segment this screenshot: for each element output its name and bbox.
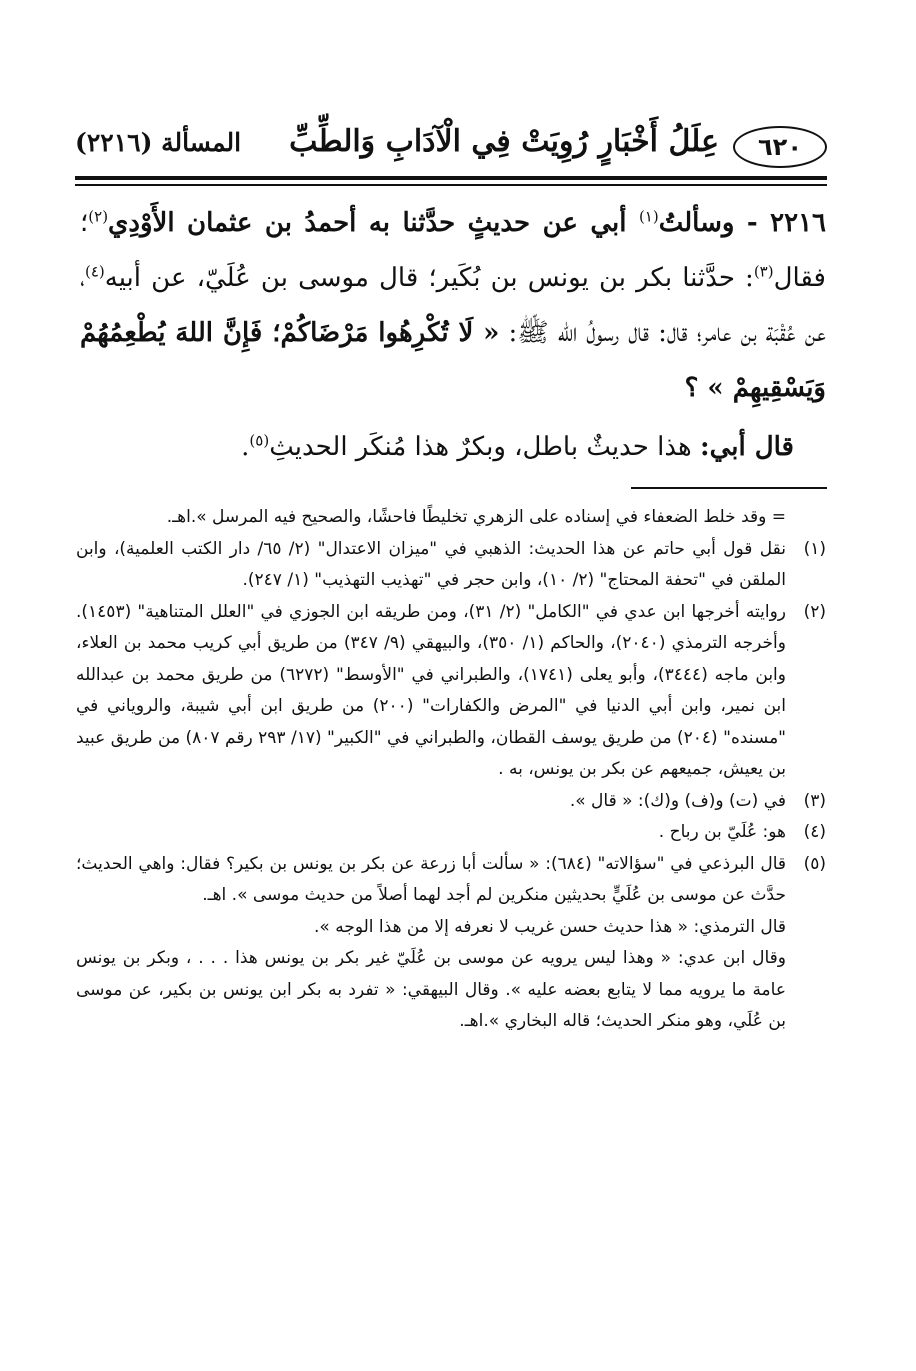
footnote-number: (٤) [803, 822, 826, 842]
footnote-continuation: = وقد خلط الضعفاء في إسناده على الزهري تخليطًا فاحشًا، والصحيح فيه المرسل ».اهـ. [166, 507, 786, 527]
footnote-extra-line: قال الترمذي: « هذا حديث حسن غريب لا نعرفه إلا من هذا الوجه ». [314, 916, 786, 937]
hadith-text: « لَا تُكْرِهُوا مَرْضَاكُمْ؛ فَإِنَّ اللهَ يُطْعِمُهُمْ وَيَسْقِيهِمْ » ؟ [80, 318, 826, 403]
footnote-item [76, 597, 826, 786]
footnote-item [76, 817, 826, 849]
header-rule-thin [75, 184, 827, 186]
footnote-text: نقل قول أبي حاتم عن هذا الحديث: الذهبي في "ميزان الاعتدال" (٢/ ٦٥/ دار الكتب العلمية)، وابن الملقن في "تحفة المحتاج" (٢/ ١٠)، وابن حجر في "تهذيب التهذيب" (١/ ٢٤٧). [76, 538, 786, 590]
footnote-text: في (ت) و(ف) و(ك): « قال ». [569, 790, 786, 811]
footnote-text: هو: عُلَيّ بن رباح . [658, 822, 786, 842]
question-paragraph [80, 196, 826, 416]
footnote-text: روايته أخرجها ابن عدي في "الكامل" (٢/ ٣١)، ومن طريقه ابن الجوزي في "العلل المتناهية" (١٤٥٣). وأخرجه الترمذي (٢٠٤٠)، والحاكم (١/ ٣٥٠)، والبيهقي (٩/ ٣٤٧) من طريق أبي كريب محمد بن العلاء، وابن ماجه (٣٤٤٤)، وأبو يعلى (١٧٤١)، والطبراني في "الأوسط" (٦٢٧٢) من طريق محمد بن عبدالله ابن نمير، وابن أبي الدنيا في "المرض والكفارات" (٢٠٠) من طريق ابن أبي شيبة، والروياني في "مسنده" (٢٠٤) من طريق يوسف القطان، والطبراني في "الكبير" (١٧/ ٢٩٣ رقم ٨٠٧) من طريق عبيد بن يعيش، جميعهم عن بكر بن يونس، به . [76, 601, 786, 779]
footnote-ref-4[interactable]: (٤) [84, 262, 105, 281]
question-text-4: ، عن عُقْبَة بن عامر؛ قال: قال رسولُ الله ﷺ: [80, 263, 826, 348]
footnote-item [76, 786, 826, 818]
footnote-ref-5[interactable]: (٥) [249, 431, 270, 450]
footnotes [76, 502, 826, 1038]
footnote-item [76, 534, 826, 597]
question-opening: ٢٢١٦ - وسألتُ [658, 208, 826, 238]
answer-end: . [241, 432, 250, 462]
footnote-number: (٣) [803, 790, 826, 811]
issue-label: المسألة (٢٢١٦) [75, 128, 242, 157]
header-rule-thick [75, 176, 827, 180]
footnote-extra-line: وقال ابن عدي: « وهذا ليس يرويه عن موسى بن عُلَيّ غير بكر بن يونس هذا . . . ، وبكر بن يونس عامة ما يرويه مما لا يتابع بعضه عليه ». وقال البيهقي: « تفرد به بكر ابن يونس بن بكير، عن موسى بن عُلَي، وهو منكر الحديث؛ قاله البخاري ».اهـ. [76, 948, 786, 1031]
footnote-number: (٥) [803, 853, 826, 874]
footnote-separator [631, 487, 827, 489]
main-text [80, 196, 826, 475]
footnote-ref-3[interactable]: (٣) [753, 262, 774, 281]
answer-label: قال أبي: [699, 432, 794, 462]
footnote-item [76, 849, 826, 912]
page-number: ٦٢٠ [758, 133, 802, 161]
answer-text: هذا حديثٌ باطل، وبكرٌ هذا مُنكَر الحديثِ [269, 432, 700, 462]
footnote-number: (٢) [803, 601, 826, 622]
question-text-3: : حدَّثنا بكر بن يونس بن بُكَير؛ قال موسى بن عُلَيّ، عن أبيه [104, 263, 754, 293]
question-text-1: أبي عن حديثٍ حدَّثنا به أحمدُ بن عثمان الأَوْدِي [108, 208, 639, 238]
page-number-badge [733, 126, 827, 168]
book-title: عِلَلُ أَخْبَارٍ رُوِيَتْ فِي الْآدَابِ وَالطِّبِّ [289, 124, 719, 159]
footnote-ref-1[interactable]: (١) [638, 207, 659, 226]
footnote-ref-2[interactable]: (٢) [88, 207, 109, 226]
page-header [75, 120, 827, 178]
question-text-2: ؛ فقال [80, 208, 826, 293]
footnote-number: (١) [803, 538, 826, 559]
answer-paragraph [80, 420, 826, 475]
footnote-text: قال البرذعي في "سؤالاته" (٦٨٤): « سألت أبا زرعة عن بكر بن يونس بن بكير؟ فقال: واهي الحديث؛ حدَّث عن موسى بن عُلَيٍّ بحديثين منكرين لم أجد لهما أصلاً من حديث موسى ». اهـ. [76, 853, 787, 905]
